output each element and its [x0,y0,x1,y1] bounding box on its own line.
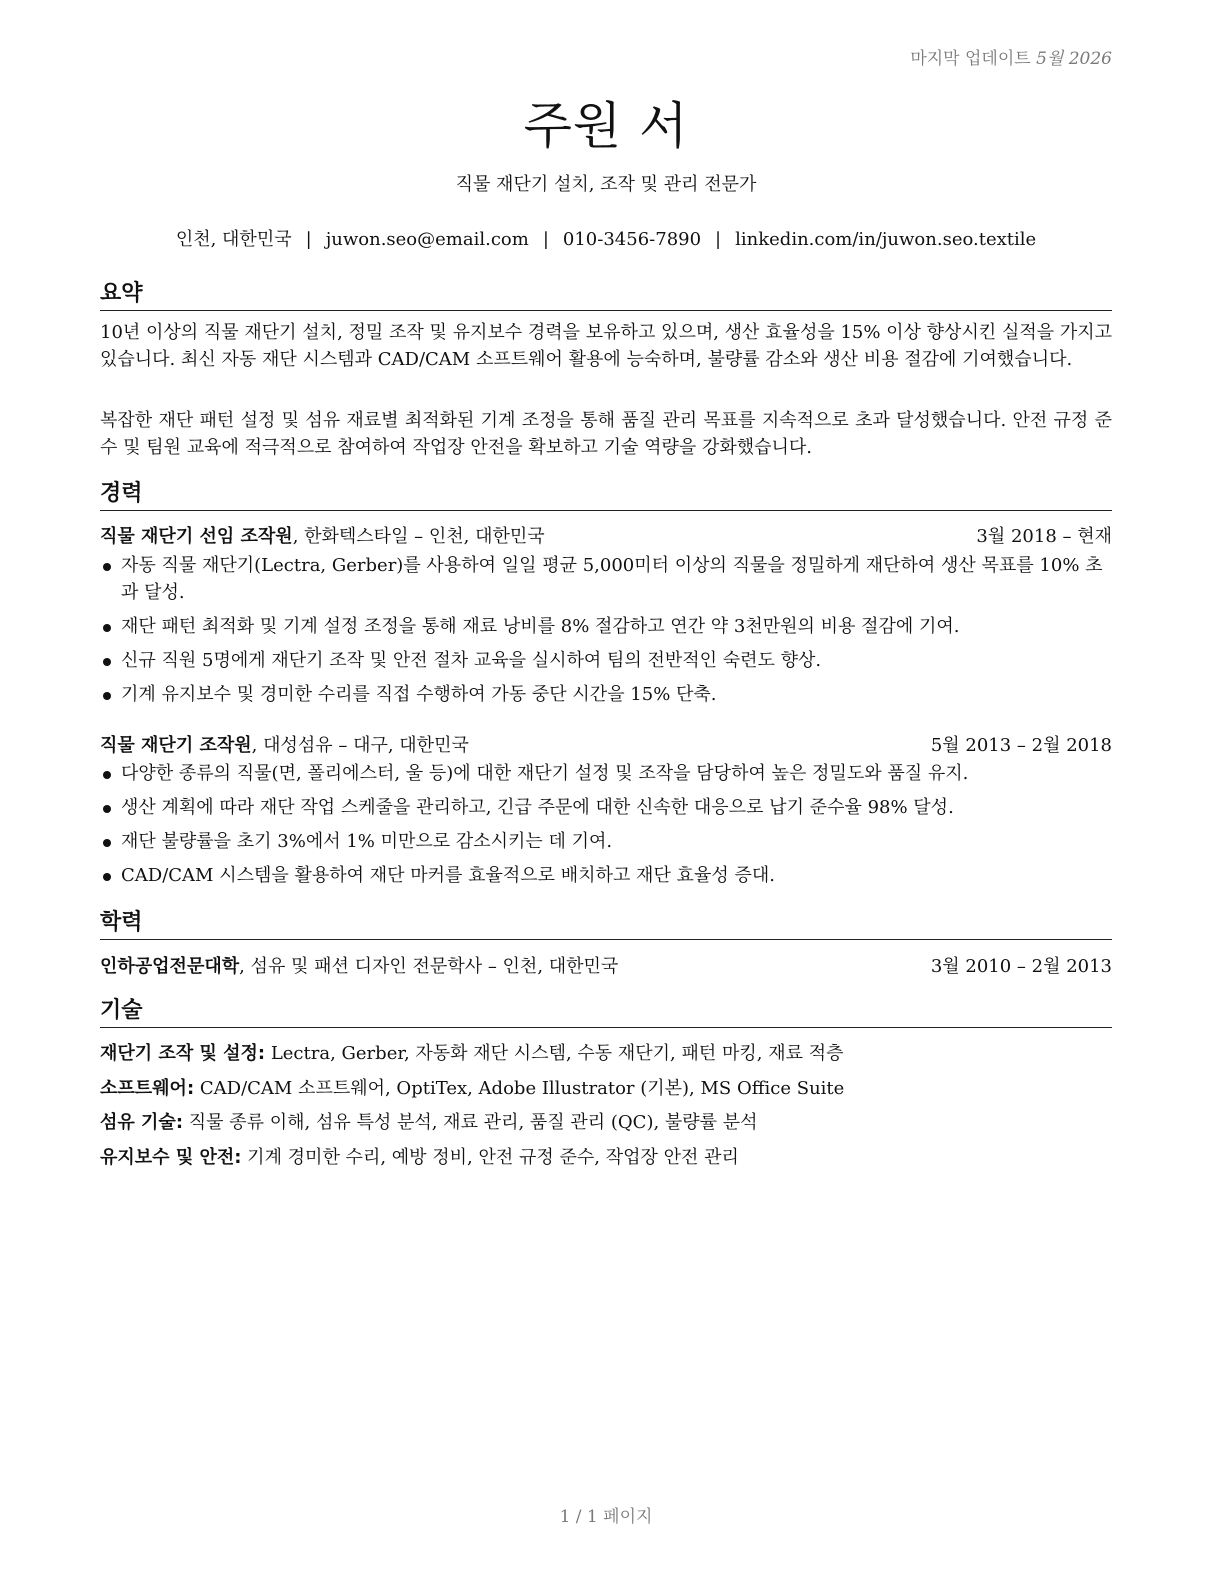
list-item: 재단 불량률을 초기 3%에서 1% 미만으로 감소시키는 데 기여. [100,829,1112,856]
education-line [100,952,618,978]
skill-value: CAD/CAM 소프트웨어, OptiTex, Adobe Illustrator (기본), MS Office Suite [194,1078,845,1099]
section-title-summary: 요약 [100,276,1112,311]
job-title-line [100,731,469,757]
education-entry [100,952,1112,978]
skill-value: 기계 경미한 수리, 예방 정비, 안전 규정 준수, 작업장 안전 관리 [241,1147,739,1168]
contact-separator: | [542,229,549,250]
contact-line [100,225,1112,251]
list-item: 자동 직물 재단기(Lectra, Gerber)를 사용하여 일일 평균 5,000미터 이상의 직물을 정밀하게 재단하여 생산 목표를 10% 초과 달성. [100,553,1112,606]
job-header [100,731,1112,757]
last-updated-label: 마지막 업데이트 [910,49,1031,69]
skill-line [100,1143,1112,1169]
candidate-name: 주원 서 [523,97,689,155]
list-item: 다양한 종류의 직물(면, 폴리에스터, 울 등)에 대한 재단기 설정 및 조작을 담당하여 높은 정밀도와 품질 유지. [100,761,1112,788]
job-role: 직물 재단기 조작원 [100,735,252,756]
education-school: 인하공업전문대학 [100,956,240,977]
skill-value: 직물 종류 이해, 섬유 특성 분석, 재료 관리, 품질 관리 (QC), 불량률 분석 [183,1112,758,1133]
last-updated-date: 5월 2026 [1036,49,1112,69]
section-title-skills: 기술 [100,993,1112,1028]
skill-line [100,1039,1112,1065]
contact-phone[interactable]: 010-3456-7890 [562,229,702,250]
job-dates: 5월 2013 – 2월 2018 [930,735,1112,756]
education-detail: , 섬유 및 패션 디자인 전문학사 – 인천, 대한민국 [239,956,619,977]
section-title-experience: 경력 [100,476,1112,511]
job-bullets [100,553,1112,716]
last-updated [910,44,1112,69]
list-item: 신규 직원 5명에게 재단기 조작 및 안전 절차 교육을 실시하여 팀의 전반적인 숙련도 향상. [100,648,1112,675]
summary-paragraph-2: 복잡한 재단 패턴 설정 및 섬유 재료별 최적화된 기계 조정을 통해 품질 관리 목표를 지속적으로 초과 달성했습니다. 안전 규정 준수 및 팀원 교육에 적극적으로 참여하여 작업장 안전을 확보하고 기술 역량을 강화했습니다. [100,410,1112,458]
page-indicator: 1 / 1 페이지 [559,1507,653,1527]
contact-location: 인천, 대한민국 [175,229,292,250]
list-item: 기계 유지보수 및 경미한 수리를 직접 수행하여 가동 중단 시간을 15% 단축. [100,682,1112,709]
skill-value: Lectra, Gerber, 자동화 재단 시스템, 수동 재단기, 패턴 마킹, 재료 적층 [265,1043,844,1064]
summary-paragraph-1: 10년 이상의 직물 재단기 설치, 정밀 조작 및 유지보수 경력을 보유하고 있으며, 생산 효율성을 15% 이상 향상시킨 실적을 가지고 있습니다. 최신 자동 재단 시스템과 CAD/CAM 소프트웨어 활용에 능숙하며, 불량률 감소와 생산 비용 절감에 기여했습니다. [100,322,1112,370]
candidate-headline: 직물 재단기 설치, 조작 및 관리 전문가 [455,174,757,195]
contact-email[interactable]: juwon.seo@email.com [325,229,529,250]
skill-label: 소프트웨어: [100,1078,195,1099]
list-item: 생산 계획에 따라 재단 작업 스케줄을 관리하고, 긴급 주문에 대한 신속한 대응으로 납기 준수율 98% 달성. [100,795,1112,822]
resume-page [100,0,1112,1584]
contact-linkedin[interactable]: linkedin.com/in/juwon.seo.textile [735,229,1037,250]
skill-line [100,1074,1112,1100]
section-title-education: 학력 [100,905,1112,940]
job-bullets [100,761,1112,897]
job-title-line [100,522,545,548]
job-role: 직물 재단기 선임 조작원 [100,526,293,547]
list-item: 재단 패턴 최적화 및 기계 설정 조정을 통해 재료 낭비를 8% 절감하고 연간 약 3천만원의 비용 절감에 기여. [100,614,1112,641]
contact-separator: | [305,229,312,250]
job-dates: 3월 2018 – 현재 [976,526,1112,547]
skill-line [100,1108,1112,1134]
skill-label: 유지보수 및 안전: [100,1147,242,1168]
education-dates: 3월 2010 – 2월 2013 [930,956,1112,977]
contact-separator: | [715,229,722,250]
job-org: , 대성섬유 – 대구, 대한민국 [251,735,469,756]
skill-label: 섬유 기술: [100,1112,184,1133]
list-item: CAD/CAM 시스템을 활용하여 재단 마커를 효율적으로 배치하고 재단 효율성 증대. [100,863,1112,890]
skill-label: 재단기 조작 및 설정: [100,1043,266,1064]
job-header [100,522,1112,548]
job-org: , 한화텍스타일 – 인천, 대한민국 [292,526,545,547]
